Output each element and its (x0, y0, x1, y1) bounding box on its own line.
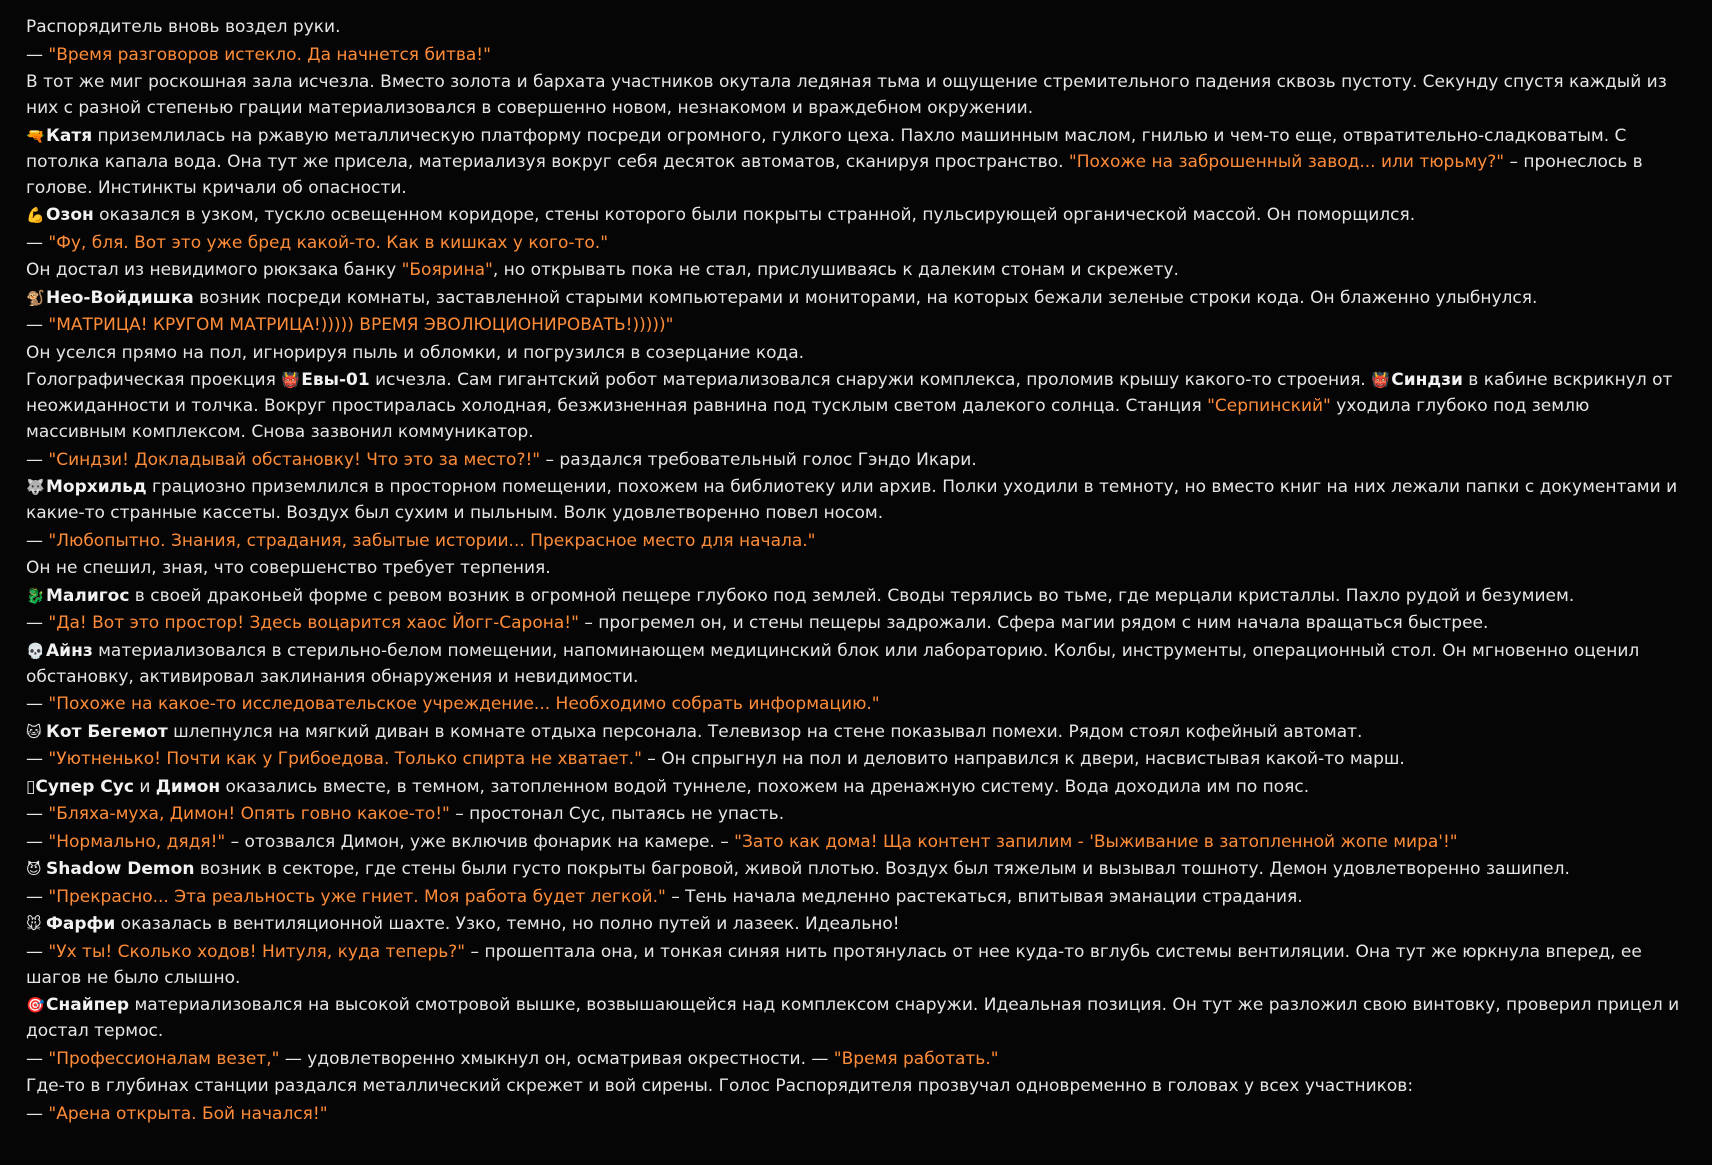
character-name: Катя (46, 125, 93, 146)
character-name: Фарфи (46, 914, 116, 934)
dialogue-quote: "Зато как дома! Ща контент запилим - 'Выживание в затопленной жопе мира'!" (734, 831, 1458, 852)
story-paragraph (26, 123, 1690, 201)
mouse-emoji: 🐭 (26, 915, 42, 933)
dialogue-quote: "Время работать." (833, 1048, 999, 1069)
narration-text: шлепнулся на мягкий диван в комнате отдыха персонала. Телевизор на стене показывал помехи. Рядом стоял кофейный автомат. (167, 721, 1363, 742)
narration-text: — (26, 1048, 49, 1069)
character-name: Нео-Войдишка (46, 287, 194, 308)
narration-text: — (26, 315, 49, 335)
dialogue-quote: "Прекрасно... Эта реальность уже гниет. Моя работа будет легкой." (48, 886, 666, 907)
dialogue-quote: "Похоже на заброшенный завод... или тюрьму?" (1068, 151, 1505, 172)
story-paragraph (26, 202, 1690, 228)
story-paragraph (26, 1101, 1690, 1127)
story-paragraph (26, 829, 1690, 855)
story-paragraph (26, 1046, 1690, 1072)
character-name: Айнз (46, 640, 93, 661)
narration-text: В тот же миг роскошная зала исчезла. Вместо золота и бархата участников окутала ледяная тьма и ощущение стремительного падения сквозь пустоту. Секунду спустя каждый из них с разной степенью грации материализовался в совершенно новом, незнакомом и враждебном окружении. (26, 72, 1667, 118)
dialogue-quote: "Любопытно. Знания, страдания, забытые истории... Прекрасное место для начала." (48, 530, 816, 551)
character-name: Снайпер (46, 995, 130, 1015)
narration-text: – Тень начала медленно растекаться, впитывая эманации страдания. (665, 886, 1303, 907)
narration-text: грациозно приземлился в просторном помещении, похожем на библиотеку или архив. Полки уходили в темноту, но вместо книг на них лежали папки с документами и какие-то странные кассеты. Воздух был сухим и пыльным. Волк удовлетворенно повел носом. (26, 477, 1678, 523)
narration-text: — (26, 1103, 49, 1124)
narration-text: – раздался требовательный голос Гэндо Икари. (540, 449, 977, 470)
narration-text: – прогремел он, и стены пещеры задрожали. Сфера магии рядом с ним начала вращаться быстрее. (578, 613, 1489, 633)
flexed-biceps-emoji: 💪 (26, 206, 45, 224)
narration-text: – отозвался Димон, уже включив фонарик на камере. – (225, 831, 735, 852)
narration-text: оказался в узком, тускло освещенном коридоре, стены которого были покрыты странной, пульсирующей органической массой. Он поморщился. (93, 205, 1416, 225)
narration-text: Он уселся прямо на пол, игнорируя пыль и обломки, и погрузился в созерцание кода. (26, 342, 805, 363)
story-paragraph (26, 939, 1690, 991)
story-paragraph (26, 340, 1690, 366)
narration-text: Где-то в глубинах станции раздался металлический скрежет и вой сирены. Голос Распорядителя прозвучал одновременно в головах у всех участников: (26, 1076, 1414, 1096)
narration-text: — (26, 613, 49, 633)
story-paragraph (26, 555, 1690, 581)
target-emoji: 🎯 (26, 996, 45, 1014)
narration-text: — (26, 941, 49, 962)
narration-text: оказались вместе, в темном, затопленном водой туннеле, похожем на дренажную систему. Вода доходила им по пояс. (220, 776, 1310, 797)
cat-emoji: 🐱 (26, 722, 42, 741)
story-paragraph (26, 474, 1690, 526)
story-paragraph (26, 367, 1690, 445)
narration-text: – простонал Сус, пытаясь не упасть. (449, 804, 785, 824)
narration-text: – прошептала она, и тонкая синяя нить протянулась от нее куда-то вглубь системы вентиляции. Она тут же юркнула вперед, ее шагов не было слышно. (26, 941, 1642, 988)
character-name: Малигос (46, 585, 130, 606)
narration-text: — (26, 831, 49, 852)
dialogue-quote: "Да! Вот это простор! Здесь воцарится хаос Йогг-Сарона!" (48, 613, 579, 633)
narration-text: и (133, 776, 156, 797)
narration-text: — (26, 232, 49, 253)
dialogue-quote: "Фу, бля. Вот это уже бред какой-то. Как в кишках у кого-то." (48, 232, 609, 253)
narration-text: оказалась в вентиляционной шахте. Узко, темно, но полно путей и лазеек. Идеально! (115, 914, 900, 934)
story-paragraph (26, 285, 1690, 311)
dialogue-quote: "Бляха-муха, Димон! Опять говно какое-то!" (48, 804, 450, 824)
narration-text: — (26, 886, 49, 907)
story-paragraph (26, 992, 1690, 1044)
narration-text: — (26, 804, 49, 824)
story-paragraph (26, 719, 1690, 745)
dialogue-quote: "Похоже на какое-то исследовательское учреждение... Необходимо собрать информацию." (48, 694, 880, 714)
narration-text: , но открывать пока не стал, прислушиваясь к далеким стонам и скрежету. (492, 260, 1179, 280)
narration-text: Голографическая проекция (26, 370, 282, 390)
narration-text: материализовался в стерильно-белом помещении, напоминающем медицинский блок или лабораторию. Колбы, инструменты, операционный стол. Он мгновенно оценил обстановку, активировал заклинания обнаружения и невидимости. (26, 640, 1640, 687)
narration-text: — (26, 449, 49, 470)
story-paragraph (26, 801, 1690, 827)
narration-text: — (26, 44, 49, 65)
character-name: Супер Сус (35, 776, 134, 797)
story-paragraph (26, 610, 1690, 636)
narration-text: Он достал из невидимого рюкзака банку (26, 260, 402, 280)
dialogue-quote: "Ух ты! Сколько ходов! Нитуля, куда теперь?" (48, 941, 466, 962)
character-name: Озон (46, 205, 94, 225)
dialogue-quote: "Арена открыта. Бой начался!" (48, 1103, 328, 1124)
devil-emoji: 😈 (26, 860, 42, 878)
narration-text: возник в секторе, где стены были густо покрыты багровой, живой плотью. Воздух был тяжелым и вызывал тошноту. Демон удовлетворенно зашипел. (194, 859, 1570, 879)
narration-text: – пронеслось в голове. Инстинкты кричали об опасности. (26, 151, 1643, 198)
dialogue-quote: "Серпинский" (1207, 396, 1331, 416)
narration-text: в кабине вскрикнул от неожиданности и толчка. Вокруг простиралась холодная, безжизненная равнина под тусклым светом далекого солнца. Станция (26, 370, 1673, 416)
narration-text: — (26, 694, 49, 714)
wolf-emoji: 🐺 (26, 478, 45, 496)
character-name: Кот Бегемот (46, 721, 168, 742)
story-paragraph (26, 69, 1690, 121)
character-name: Синдзи (1391, 370, 1463, 390)
story-paragraph (26, 856, 1690, 882)
story-paragraph (26, 911, 1690, 937)
story-paragraph (26, 230, 1690, 256)
dialogue-quote: "Боярина" (401, 260, 493, 280)
robot-mask-emoji: 👹 (1371, 371, 1390, 389)
story-paragraph (26, 42, 1690, 68)
character-name: Евы-01 (301, 370, 370, 390)
narration-text: – Он спрыгнул на пол и деловито направился к двери, насвистывая какой-то марш. (641, 749, 1405, 769)
narration-text: возник посреди комнаты, заставленной старыми компьютерами и мониторами, на которых бежали зеленые строки кода. Он блаженно улыбнулся. (193, 287, 1538, 308)
story-paragraph (26, 528, 1690, 554)
narration-text: — удовлетворенно хмыкнул он, осматривая окрестности. — (279, 1048, 834, 1069)
dialogue-quote: "Нормально, дядя!" (48, 831, 226, 852)
skull-emoji: 💀 (26, 641, 45, 660)
narration-text: материализовался на высокой смотровой вышке, возвышающейся над комплексом снаружи. Идеальная позиция. Он тут же разложил свою винтовку, проверил прицел и достал термос. (26, 995, 1680, 1041)
dialogue-quote: "Время разговоров истекло. Да начнется битва!" (48, 44, 491, 65)
story-paragraph (26, 691, 1690, 717)
story-paragraph (26, 774, 1690, 800)
monkey-emoji: 🐒 (26, 288, 45, 307)
gun-emoji: 🔫 (26, 126, 45, 145)
story-paragraph (26, 14, 1690, 40)
narration-text: Он не спешил, зная, что совершенство требует терпения. (26, 558, 551, 578)
character-name: Димон (155, 776, 221, 797)
dialogue-quote: "Профессионалам везет," (48, 1048, 280, 1069)
narration-text: — (26, 749, 49, 769)
narration-text: исчезла. Сам гигантский робот материализовался снаружи комплекса, проломив крышу какого-то строения. (369, 370, 1372, 390)
narration-text: ▯ (26, 776, 36, 797)
story-text (26, 14, 1690, 1128)
story-paragraph (26, 638, 1690, 690)
dragon-emoji: 🐉 (26, 586, 45, 605)
dialogue-quote: "Уютненько! Почти как у Грибоедова. Только спирта не хватает." (48, 749, 642, 769)
narration-text: Распорядитель вновь воздел руки. (26, 17, 341, 37)
story-paragraph (26, 583, 1690, 609)
story-paragraph (26, 312, 1690, 338)
dialogue-quote: "Синдзи! Докладывай обстановку! Что это за место?!" (48, 449, 541, 470)
narration-text: уходила глубоко под землю массивным комплексом. Снова зазвонил коммуникатор. (26, 396, 1590, 442)
story-paragraph (26, 447, 1690, 473)
narration-text: в своей драконьей форме с ревом возник в огромной пещере глубоко под землей. Своды терялись во тьме, где мерцали кристаллы. Пахло рудой и безумием. (129, 585, 1575, 606)
dialogue-quote: "МАТРИЦА! КРУГОМ МАТРИЦА!))))) ВРЕМЯ ЭВОЛЮЦИОНИРОВАТЬ!)))))" (48, 315, 674, 335)
narration-text: приземлилась на ржавую металлическую платформу посреди огромного, гулкого цеха. Пахло машинным маслом, гнилью и чем-то еще, отвратительно-сладковатым. С потолка капала вода. Она тут же присела, материализуя вокруг себя десяток автоматов, сканируя пространство. (26, 125, 1627, 172)
character-name: Морхильд (46, 477, 147, 497)
narration-text: — (26, 530, 49, 551)
robot-mask-emoji: 👹 (281, 371, 300, 389)
story-paragraph (26, 884, 1690, 910)
story-paragraph (26, 257, 1690, 283)
story-paragraph (26, 746, 1690, 772)
character-name: Shadow Demon (46, 859, 195, 879)
story-paragraph (26, 1073, 1690, 1099)
